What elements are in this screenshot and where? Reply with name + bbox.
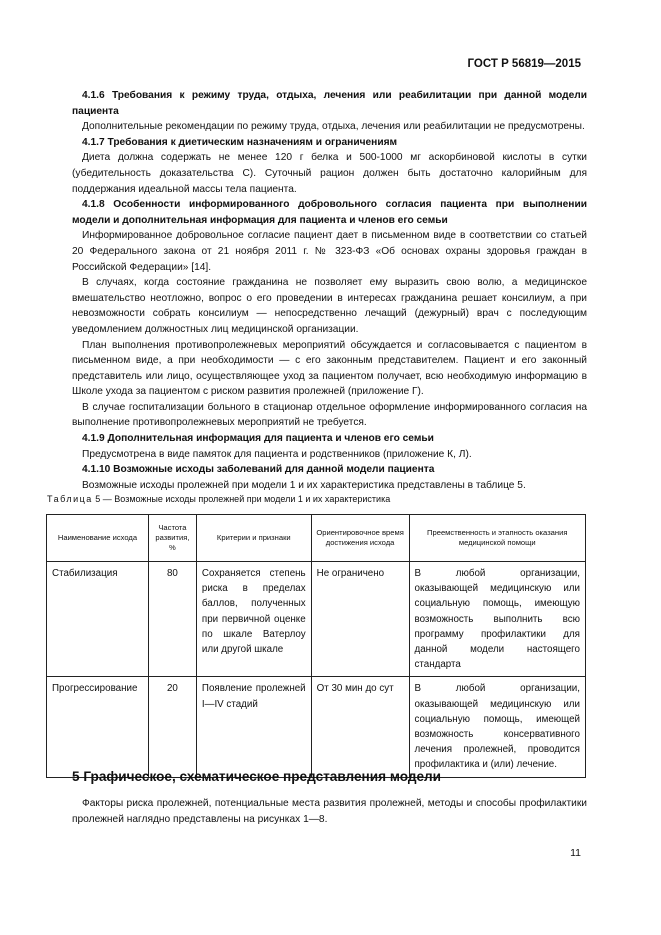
- document-body: [72, 88, 587, 493]
- paragraph: Предусмотрена в виде памяток для пациента и родственников (приложение К, Л).: [82, 448, 472, 460]
- section-heading-4-1-8: 4.1.8 Особенности информированного добровольного согласия пациента при выполнении модели и дополнительная информация для пациента и членов его семьи: [72, 199, 587, 226]
- table-cell: Не ограничено: [311, 562, 409, 677]
- paragraph: Возможные исходы пролежней при модели 1 и их характеристика представлены в таблице 5.: [82, 479, 526, 491]
- section-heading-4-1-6: 4.1.6 Требования к режиму труда, отдыха, лечения или реабилитации при данной модели пациента: [72, 90, 587, 117]
- table-cell: В любой организации, оказывающей медицинскую или социальную помощь, имеющую возможность выполнить всю программу профилактики для данной модели настоящего стандарта: [409, 562, 586, 677]
- table-row: [47, 562, 586, 677]
- table-cell: 20: [148, 677, 196, 777]
- table-row: [47, 677, 586, 777]
- table-caption-prefix: Таблица: [47, 494, 93, 504]
- column-header: Ориентировочное время достижения исхода: [311, 515, 409, 562]
- table-cell: Стабилизация: [47, 562, 149, 677]
- section-5-title: 5 Графическое, схематическое представления модели: [72, 769, 442, 784]
- column-header: Наименование исхода: [47, 515, 149, 562]
- paragraph: Дополнительные рекомендации по режиму труда, отдыха, лечения или реабилитации не предусмотрены.: [82, 121, 585, 133]
- paragraph: Диета должна содержать не менее 120 г белка и 500-1000 мг аскорбиновой кислоты в сутки (убедительность доказательства С). Суточный рацион должен быть достаточно калорийным для поддержания идеальной массы тела пациента.: [72, 152, 587, 195]
- paragraph: В случае госпитализации больного в стационар отдельное оформление информированного согласия на выполнение противопролежневых мероприятий не требуется.: [72, 401, 587, 429]
- column-header: Частота развития, %: [148, 515, 196, 562]
- paragraph: В случаях, когда состояние гражданина не позволяет ему выразить свою волю, а медицинское вмешательство неотложно, вопрос о его проведении в интересах гражданина решает консилиум, а при невозможности собрать консилиум — непосредственно лечащий (дежурный) врач с последующим уведомлением должностных лиц медицинской организации.: [72, 277, 587, 335]
- paragraph: Информированное добровольное согласие пациент дает в письменном виде в соответствии со статьей 20 Федерального закона от 21 ноября 2011 г. № 323-ФЗ «Об основах охраны здоровья граждан в Российской Федерации» [14].: [72, 230, 587, 273]
- column-header: Преемственность и этапность оказания медицинской помощи: [409, 515, 586, 562]
- section-5-text: Факторы риска пролежней, потенциальные места развития пролежней, методы и способы профилактики пролежней наглядно представлены на рисунках 1—8.: [72, 798, 587, 825]
- page-number: 11: [570, 847, 581, 859]
- table-caption-text: 5 — Возможные исходы пролежней при модели 1 и их характеристика: [92, 494, 391, 504]
- table-header-row: [47, 515, 586, 562]
- table-cell: От 30 мин до сут: [311, 677, 409, 777]
- table-caption: [47, 494, 390, 504]
- outcomes-table: [46, 514, 586, 778]
- table-cell: В любой организации, оказывающей медицинскую или социальную помощь, имеющей возможность консервативного лечения пролежней, проводится профилактика и (или) лечение.: [409, 677, 586, 777]
- column-header: Критерии и признаки: [196, 515, 311, 562]
- table-cell: Прогрессирование: [47, 677, 149, 777]
- section-heading-4-1-9: 4.1.9 Дополнительная информация для пациента и членов его семьи: [82, 433, 434, 445]
- table-cell: 80: [148, 562, 196, 677]
- table-cell: Появление пролежней I—IV стадий: [196, 677, 311, 777]
- section-heading-4-1-10: 4.1.10 Возможные исходы заболеваний для данной модели пациента: [82, 464, 435, 476]
- paragraph: План выполнения противопролежневых мероприятий обсуждается и согласовывается с пациентом в письменном виде, а при необходимости — с его законным представителем. Пациент и его законный представитель или лицо, осуществляющее уход за пациентом получает, всю необходимую информацию в Школе ухода за пациентом с риском развития пролежней (приложение Г).: [72, 339, 587, 398]
- section-heading-4-1-7: 4.1.7 Требования к диетическим назначениям и ограничениям: [82, 136, 398, 148]
- table-cell: Сохраняется степень риска в пределах баллов, полученных при первичной оценке по шкале Ватерлоу или другой шкале: [196, 562, 311, 677]
- document-header: ГОСТ Р 56819—2015: [467, 58, 581, 70]
